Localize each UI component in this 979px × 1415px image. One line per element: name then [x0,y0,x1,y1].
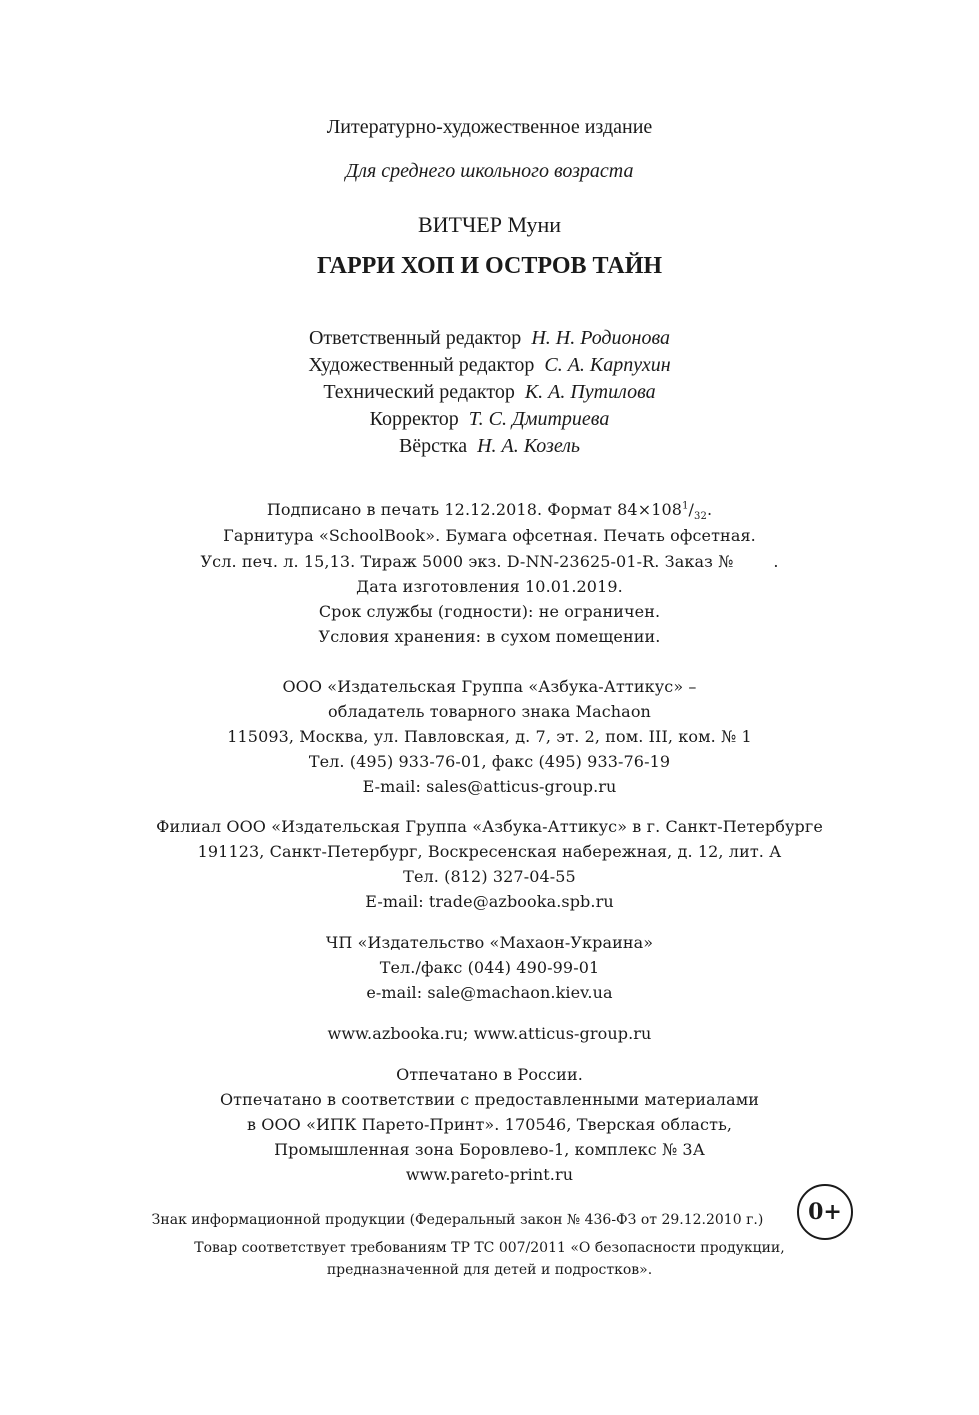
author: ВИТЧЕР Муни [417,212,562,237]
staff-row [0,381,979,404]
staff-role: Ответственный редактор [308,327,522,349]
publisher-line: обладатель товарного знака Machaon [328,702,651,721]
publisher-email: E-mail: sales@atticus-group.ru [362,777,617,796]
print-date: Дата изготовления 10.01.2019. [356,577,623,596]
printer-website: www.pareto-print.ru [405,1165,574,1184]
book-title: ГАРРИ ХОП И ОСТРОВ ТАЙН [316,253,663,279]
branch-phone: Тел. (812) 327-04-55 [403,867,576,886]
staff-role: Корректор [369,408,459,430]
staff-role: Технический редактор [323,381,515,403]
print-storage: Условия хранения: в сухом помещении. [318,627,661,646]
staff-name: Н. А. Козель [477,435,581,457]
print-shelf-life: Срок службы (годности): не ограничен. [318,602,661,621]
websites: www.azbooka.ru; www.atticus-group.ru [327,1024,652,1043]
staff-row [0,435,979,458]
staff-name: С. А. Карпухин [544,354,671,376]
publisher-address: 115093, Москва, ул. Павловская, д. 7, эт. 2, пом. III, ком. № 1 [227,727,752,746]
printer-line: Отпечатано в России. [396,1065,583,1084]
ukraine-name: ЧП «Издательство «Махаон-Украина» [325,933,654,952]
regulation-line: Товар соответствует требованиям ТР ТС 007/2011 «О безопасности продукции, [194,1240,785,1256]
staff-name: К. А. Путилова [524,381,656,403]
staff-row [0,327,979,350]
publisher-line: ООО «Издательская Группа «Азбука-Аттикус» – [282,677,697,696]
branch-email: E-mail: trade@azbooka.spb.ru [365,892,614,911]
age-rating-badge: 0+ [797,1184,853,1240]
edition-type: Литературно-художественное издание [326,116,653,138]
staff-row [0,408,979,431]
staff-role: Вёрстка [398,435,468,457]
staff-name: Т. С. Дмитриева [468,408,610,430]
ukraine-phone: Тел./факс (044) 490-99-01 [379,958,600,977]
printer-line: Промышленная зона Боровлево-1, комплекс № 3А [274,1140,705,1159]
audience: Для среднего школьного возраста [345,160,634,182]
info-product-sign: Знак информационной продукции (Федеральный закон № 436-ФЗ от 29.12.2010 г.) [151,1212,764,1228]
staff-role: Художественный редактор [308,354,535,376]
branch-line: Филиал ООО «Издательская Группа «Азбука-Аттикус» в г. Санкт-Петербурге [156,817,823,836]
regulation-line: предназначенной для детей и подростков». [326,1262,653,1278]
branch-address: 191123, Санкт-Петербург, Воскресенская набережная, д. 12, лит. А [197,842,782,861]
ukraine-email: e-mail: sale@machaon.kiev.ua [366,983,613,1002]
printer-line: в ООО «ИПК Парето-Принт». 170546, Тверская область, [246,1115,733,1134]
printer-line: Отпечатано в соответствии с предоставленными материалами [219,1090,760,1109]
print-typeface: Гарнитура «SchoolBook». Бумага офсетная. Печать офсетная. [223,526,756,545]
publisher-phone: Тел. (495) 933-76-01, факс (495) 933-76-19 [308,752,671,771]
staff-row [0,354,979,377]
print-signed: Подписано в печать 12.12.2018. Формат $84\times 108^1/_{32}$. [266,500,713,523]
print-run: Усл. печ. л. 15,13. Тираж 5000 экз. D-NN-23625-01-R. Заказ № . [200,552,779,571]
staff-name: Н. Н. Родионова [531,327,671,349]
